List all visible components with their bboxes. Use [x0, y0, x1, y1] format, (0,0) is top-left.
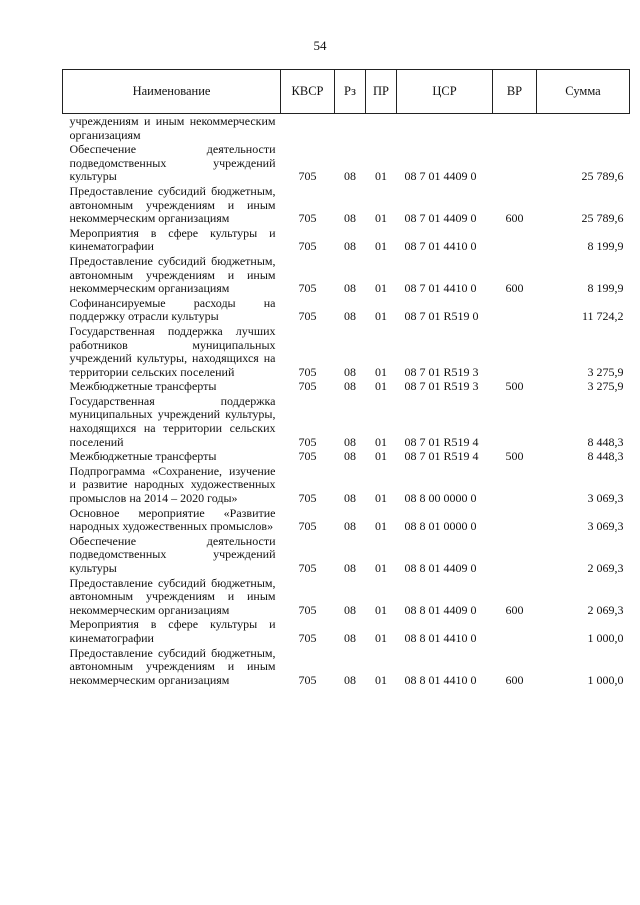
row-kvsr — [281, 114, 335, 143]
row-csr: 08 7 01 4410 0 — [404, 239, 477, 254]
row-rz: 08 — [344, 561, 356, 575]
page-number: 54 — [313, 38, 327, 53]
row-vr — [493, 296, 537, 324]
row-kvsr: 705 — [298, 364, 317, 379]
row-pr: 01 — [375, 491, 387, 506]
row-csr: 08 7 01 R519 3 — [404, 379, 479, 394]
row-rz: 08 — [344, 672, 356, 687]
row-name: Межбюджетные трансферты — [69, 379, 217, 394]
row-name: Обеспечение деятельности подведомственных учреждений культуры — [69, 142, 276, 184]
row-vr: 600 — [505, 672, 524, 687]
row-pr: 01 — [375, 519, 387, 534]
header-name: Наименование — [63, 70, 281, 114]
row-vr: 600 — [505, 602, 524, 617]
table-row — [63, 226, 630, 254]
row-rz — [335, 114, 366, 143]
row-vr — [493, 142, 537, 184]
row-sum: 8 448,3 — [587, 449, 624, 464]
row-pr: 01 — [375, 630, 387, 645]
row-csr: 08 7 01 4409 0 — [404, 211, 477, 226]
table-row — [63, 449, 630, 464]
row-pr: 01 — [375, 309, 387, 324]
row-name: Мероприятия в сфере культуры и кинематографии — [69, 617, 276, 645]
row-csr: 08 8 01 4409 0 — [404, 602, 477, 617]
row-name: Софинансируемые расходы на поддержку отрасли культуры — [69, 295, 276, 324]
row-pr: 01 — [375, 449, 387, 464]
row-pr: 01 — [375, 281, 387, 296]
row-sum: 3 069,3 — [587, 491, 624, 506]
header-csr: ЦСР — [397, 70, 493, 114]
row-vr: 600 — [505, 281, 524, 296]
row-sum: 25 789,6 — [581, 211, 624, 226]
row-sum: 11 724,2 — [581, 309, 624, 324]
row-sum: 3 069,3 — [587, 519, 624, 534]
row-pr — [366, 114, 397, 143]
row-kvsr: 705 — [298, 239, 317, 254]
row-rz: 08 — [344, 281, 356, 296]
header-pr: ПР — [366, 70, 397, 114]
row-csr: 08 8 00 0000 0 — [404, 491, 477, 506]
row-vr — [493, 114, 537, 143]
table-row — [63, 379, 630, 394]
row-sum: 25 789,6 — [581, 169, 624, 184]
row-pr: 01 — [375, 434, 387, 449]
row-vr: 500 — [505, 379, 524, 394]
table-row — [63, 296, 630, 324]
table-row — [63, 142, 630, 184]
row-name: Предоставление субсидий бюджетным, автономным учреждениям и иным некоммерческим организациям — [69, 645, 276, 687]
row-sum: 1 000,0 — [587, 672, 624, 687]
row-kvsr: 705 — [298, 169, 317, 184]
row-kvsr: 705 — [298, 561, 317, 575]
row-csr — [397, 114, 493, 143]
row-csr: 08 7 01 R519 3 — [404, 364, 479, 379]
row-pr: 01 — [375, 602, 387, 617]
table-row — [63, 184, 630, 226]
row-pr: 01 — [375, 672, 387, 687]
row-kvsr: 705 — [298, 211, 317, 226]
row-vr — [493, 506, 537, 534]
header-vr: ВР — [493, 70, 537, 114]
row-kvsr: 705 — [298, 434, 317, 449]
row-sum: 2 069,3 — [587, 602, 624, 617]
row-kvsr: 705 — [298, 309, 317, 324]
row-name: Подпрограмма «Сохранение, изучение и развитие народных художественных промыслов на 2014 – 2020 годы» — [69, 463, 276, 506]
row-vr — [493, 534, 537, 576]
header-kvsr: КВСР — [281, 70, 335, 114]
row-sum: 3 275,9 — [587, 364, 624, 379]
table-row — [63, 114, 630, 143]
row-sum: 2 069,3 — [587, 561, 624, 575]
row-vr: 500 — [505, 449, 524, 464]
row-rz: 08 — [344, 239, 356, 254]
row-csr: 08 8 01 0000 0 — [404, 519, 477, 534]
row-csr: 08 8 01 4410 0 — [404, 630, 477, 645]
row-kvsr: 705 — [298, 602, 317, 617]
row-csr: 08 7 01 4410 0 — [404, 281, 477, 296]
row-pr: 01 — [375, 169, 387, 184]
row-vr: 600 — [505, 211, 524, 226]
row-kvsr: 705 — [298, 379, 317, 394]
table-row — [63, 394, 630, 449]
row-kvsr: 705 — [298, 672, 317, 687]
row-vr — [493, 394, 537, 449]
row-kvsr: 705 — [298, 491, 317, 506]
budget-table — [62, 69, 630, 687]
row-pr: 01 — [375, 211, 387, 226]
header-rz: Рз — [335, 70, 366, 114]
row-rz: 08 — [344, 519, 356, 534]
table-row — [63, 646, 630, 688]
row-kvsr: 705 — [298, 449, 317, 464]
row-rz: 08 — [344, 630, 356, 645]
row-sum: 3 275,9 — [587, 379, 624, 394]
table-row — [63, 617, 630, 645]
row-rz: 08 — [344, 379, 356, 394]
table-row — [63, 576, 630, 618]
table-row — [63, 464, 630, 506]
row-name: Мероприятия в сфере культуры и кинематографии — [69, 225, 276, 254]
row-csr: 08 7 01 R519 0 — [404, 309, 479, 324]
row-rz: 08 — [344, 449, 356, 464]
row-name: Основное мероприятие «Развитие народных художественных промыслов» — [69, 505, 276, 534]
row-pr: 01 — [375, 239, 387, 254]
row-csr: 08 8 01 4409 0 — [404, 561, 477, 575]
row-vr — [493, 617, 537, 645]
row-vr — [493, 464, 537, 506]
table-row — [63, 534, 630, 576]
row-name: Межбюджетные трансферты — [69, 449, 217, 464]
row-csr: 08 8 01 4410 0 — [404, 672, 477, 687]
row-vr — [493, 324, 537, 379]
row-kvsr: 705 — [298, 519, 317, 534]
row-pr: 01 — [375, 364, 387, 379]
table-row — [63, 324, 630, 379]
row-rz: 08 — [344, 364, 356, 379]
row-rz: 08 — [344, 602, 356, 617]
table-header-row — [63, 70, 630, 114]
row-rz: 08 — [344, 434, 356, 449]
row-csr: 08 7 01 4409 0 — [404, 169, 477, 184]
row-kvsr: 705 — [298, 630, 317, 645]
row-sum — [537, 114, 630, 143]
row-name: Предоставление субсидий бюджетным, автономным учреждениям и иным некоммерческим организациям — [69, 183, 276, 226]
row-rz: 08 — [344, 309, 356, 324]
row-kvsr: 705 — [298, 281, 317, 296]
row-sum: 1 000,0 — [587, 630, 624, 645]
row-pr: 01 — [375, 379, 387, 394]
table-row — [63, 254, 630, 296]
row-name: Обеспечение деятельности подведомственных учреждений культуры — [69, 533, 276, 575]
row-sum: 8 199,9 — [587, 239, 624, 254]
row-rz: 08 — [344, 211, 356, 226]
header-sum: Сумма — [537, 70, 630, 114]
row-csr: 08 7 01 R519 4 — [404, 434, 479, 449]
row-sum: 8 448,3 — [587, 434, 624, 449]
row-name: Государственная поддержка муниципальных учреждений культуры, находящихся на территории сельских поселений — [69, 393, 276, 449]
row-rz: 08 — [344, 491, 356, 506]
table-row — [63, 506, 630, 534]
row-sum: 8 199,9 — [587, 281, 624, 296]
row-name: Государственная поддержка лучших работников муниципальных учреждений культуры, находящихся на территории сельских поселений — [69, 323, 276, 379]
row-name: Предоставление субсидий бюджетным, автономным учреждениям и иным некоммерческим организациям — [69, 575, 276, 617]
row-pr: 01 — [375, 561, 387, 575]
row-vr — [493, 226, 537, 254]
row-rz: 08 — [344, 169, 356, 184]
row-csr: 08 7 01 R519 4 — [404, 449, 479, 464]
row-name: Предоставление субсидий бюджетным, автономным учреждениям и иным некоммерческим организациям — [69, 253, 276, 296]
row-name: учреждениям и иным некоммерческим организациям — [69, 114, 276, 142]
